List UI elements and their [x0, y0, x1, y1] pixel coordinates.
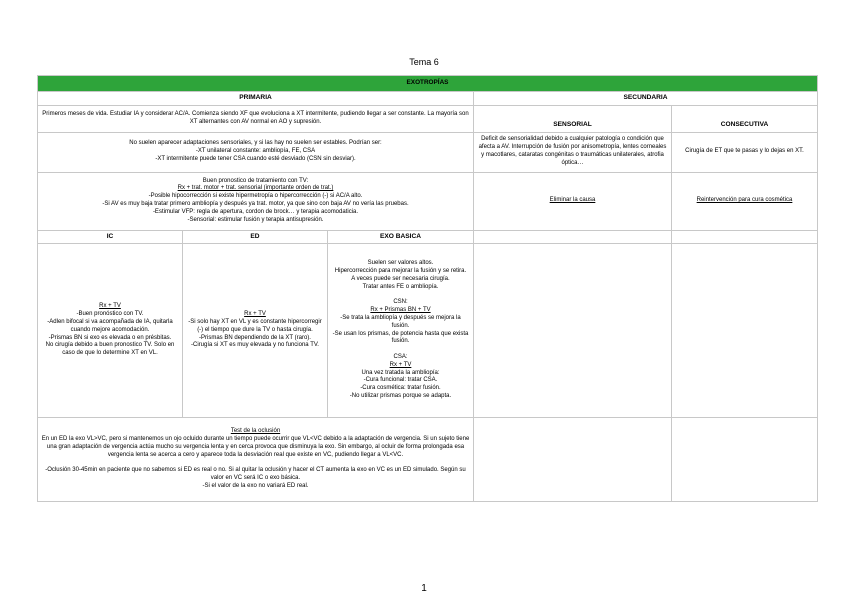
treatment-line: Rx + trat. motor + trat. sensorial (importante orden de trat.): [177, 185, 334, 192]
treatment-line: -Sensorial: estimular fusión y terapia antisupresión.: [187, 216, 324, 223]
exo-line: Tratar antes FE o ambliopía.: [362, 283, 439, 290]
occlusion-title: Test de la oclusión: [230, 428, 281, 435]
ed-line: Rx + TV: [244, 311, 266, 318]
exo-line: Rx + TV: [389, 361, 412, 368]
empty-cell: [474, 244, 672, 418]
adaptations-cell: [38, 132, 474, 172]
treatment-line: Buen pronostico de tratamiento con TV:: [202, 177, 309, 184]
exo-line: Hipercorrección para mejorar la fusión y se retira.: [334, 268, 467, 275]
table-main-title: EXOTROPÍAS: [38, 76, 818, 92]
ed-cell: [183, 244, 328, 418]
ed-line: -Cirugía si XT es muy elevada y no funciona TV.: [191, 342, 319, 349]
ed-line: -Prismas BN dependiendo de la XT (raro).: [199, 334, 311, 341]
ic-line: -Prismas BN si exo es elevada o en présbitas.: [48, 334, 172, 341]
consecutiva-treatment-text: Reintervención para cura cosmética: [696, 197, 793, 204]
adaptation-line: No suelen aparecer adaptaciones sensoriales, y si las hay no suelen ser estables. Podrían ser:: [129, 140, 382, 147]
consecutiva-header: CONSECUTIVA: [672, 118, 818, 132]
empty-cell: [474, 418, 672, 502]
occlusion-line: -Oclusión 30-45min en paciente que no sabemos si ED es real o no. Si al quitar la oclusión y hacer el CT aumenta la exo en VC es un ED simulado. Según su valor en VC será IC o exo básica.: [45, 467, 466, 482]
exotropias-table: [37, 75, 818, 502]
occlusion-line: -Si el valor de la exo no variará ED real.: [202, 483, 309, 490]
empty-cell: [672, 244, 818, 418]
exo-basica-cell: [328, 244, 474, 418]
adaptation-line: -XT intermitente puede tener CSA cuando esté desviado (CSN sin desviar).: [155, 155, 356, 162]
exo-line: Rx + Prismas BN + TV: [370, 307, 431, 314]
exo-line: CSN:: [393, 299, 408, 306]
ic-line: Rx + TV: [99, 303, 121, 310]
empty-cell: [474, 230, 672, 244]
exo-line: [331, 346, 470, 354]
exo-line: Una vez tratada la ambliopía:: [361, 369, 440, 376]
ic-line: -Adlen bifocal si va acompañada de IA, quitarla cuando mejore acomodación.: [47, 318, 173, 333]
page-number: 1: [421, 583, 427, 594]
treatment-line: -Posible hipocorrección si existe hipermetropía o hipercorrección (-) si AC/A alto.: [148, 193, 363, 200]
exo-line: -Cura funcional: tratar CSA.: [363, 377, 438, 384]
ic-cell: [38, 244, 183, 418]
sensorial-treatment-text: Eliminar la causa: [549, 197, 596, 204]
treatment-cell: [38, 172, 474, 230]
exo-line: -Cura cosmética: tratar fusión.: [360, 385, 441, 392]
treatment-line: -Estimular VFP: regla de apertura, cordon de brock… y terapia acomodaticia.: [152, 208, 359, 215]
ic-line: -Buen pronóstico con TV.: [76, 311, 144, 318]
sensorial-header: SENSORIAL: [474, 118, 672, 132]
empty-cell: [672, 230, 818, 244]
exo-line: A veces puede ser necesaria cirugía.: [351, 276, 450, 283]
empty-cell: [672, 418, 818, 502]
adaptation-line: -XT unilateral constante: ambliopía, FE, CSA: [195, 148, 316, 155]
ed-header: ED: [183, 230, 328, 244]
sensorial-treatment: [474, 172, 672, 230]
treatment-line: -Si AV es muy baja tratar primero ambliopía y después ya trat. motor, ya que sino con baja AV no vería las pruebas.: [102, 201, 409, 208]
occlusion-line: En un ED la exo VL>VC, pero si mantenemos un ojo ocluido durante un tiempo puede ocurrir que VL<VC debido a la adaptación de vergencia. Si un sujeto tiene una gran adaptación de vergencia actúa mucho su vergencia lenta y en cerca provoca que disminuya la exo. Sin embargo, al ocluir de forma prolongada esa vergencia lenta se acerca a cero y aparece toda la desviación real que existe en VC, pudiendo llegar a VL<VC.: [41, 436, 470, 458]
consecutiva-description: Cirugía de ET que te pasas y lo dejas en XT.: [672, 132, 818, 172]
primaria-intro: Primeros meses de vida. Estudiar IA y considerar AC/A. Comienza siendo XF que evoluciona a XT intermitente, pudiendo llegar a ser constante. La mayoría son XT alternantes con AV normal en AO y supresión.: [38, 105, 474, 132]
consecutiva-treatment: [672, 172, 818, 230]
exo-line: -Se usan los prismas, de potencia hasta que exista fusión.: [332, 330, 469, 345]
ic-line: No cirugía debido a buen pronostico TV. Solo en caso de que lo determine XT en VL.: [45, 342, 175, 357]
primaria-header: PRIMARIA: [38, 92, 474, 106]
page-title: Tema 6: [409, 57, 439, 67]
occlusion-cell: [38, 418, 474, 502]
ed-line: -Si solo hay XT en VL y es constante hipercorregir (-) el tiempo que dure la TV o hasta cirugía.: [188, 318, 322, 333]
exo-line: -Se trata la ambliopía y después se mejora la fusión.: [340, 315, 461, 329]
exo-line: [331, 292, 470, 300]
exo-line: CSA:: [393, 354, 408, 361]
sensorial-description: Deficit de sensorialidad debido a cualquier patología o condición que afecta a AV. Interrupción de fusión por anisometropía, lentes corneales y macotlares, cataratas congénitas o traumáticas unilaterales, atrofia óptica…: [474, 132, 672, 172]
ic-header: IC: [38, 230, 183, 244]
secundaria-header: SECUNDARIA: [474, 92, 818, 106]
exo-line: -No utilizar prismas porque se adapta.: [349, 393, 452, 399]
occlusion-line: [41, 460, 470, 468]
exo-basica-header: EXO BASICA: [328, 230, 474, 244]
exo-line: Suelen ser valores altos.: [367, 260, 434, 267]
